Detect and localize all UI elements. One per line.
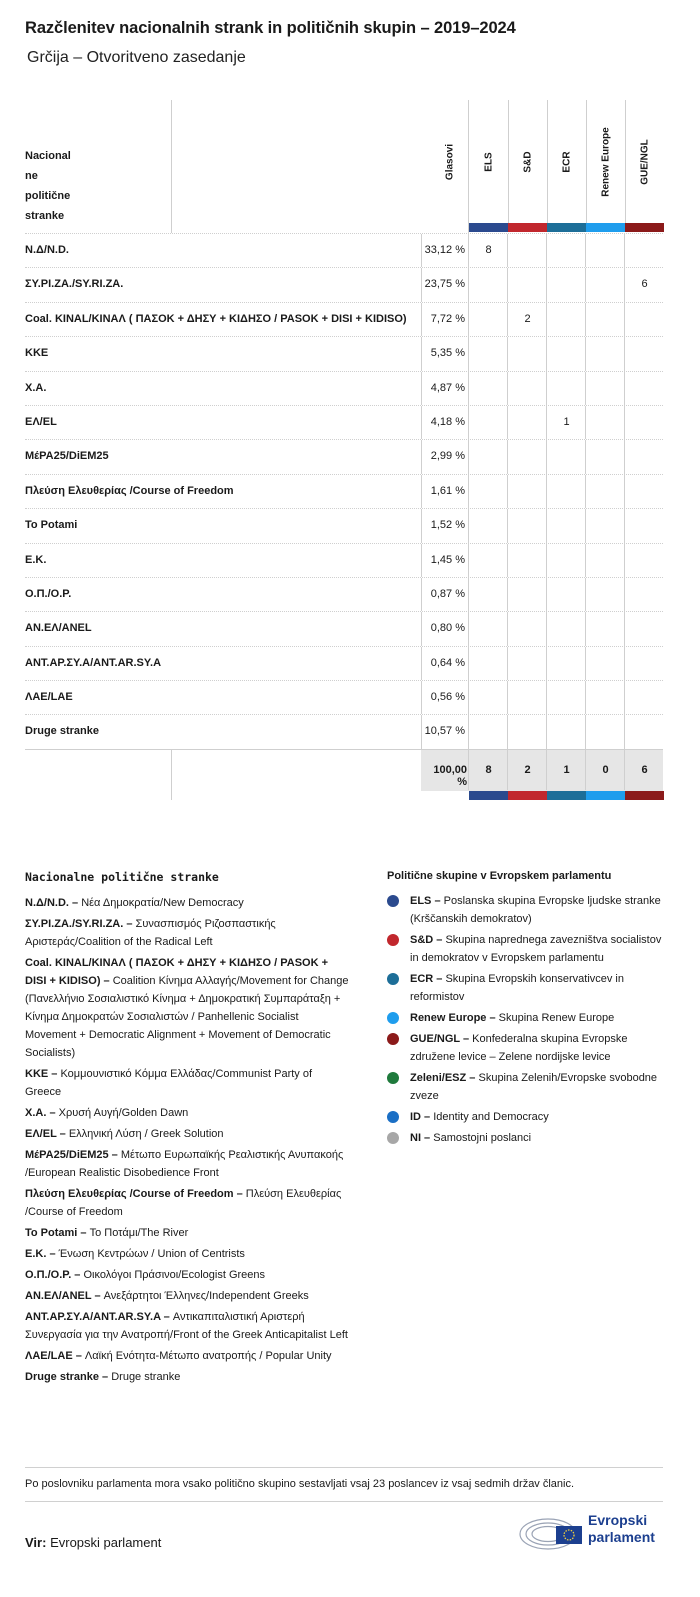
divider [421,647,422,680]
party-abbr: Χ.Α. – [25,1107,56,1119]
divider [421,406,422,439]
divider [507,578,508,611]
party-abbr: ΑΝΤ.ΑΡ.ΣΥ.Α/ANT.AR.SY.A – [25,1311,170,1323]
party-name: Druge stranke [25,725,99,738]
footnote: Po poslovniku parlamenta mora vsako politično skupino sestavljati vsaj 23 poslancev iz vsaj sedmih držav članic. [25,1467,663,1502]
party-description: Λαϊκή Ενότητα-Μέτωπο ανατροπής / Popular Unity [84,1350,332,1362]
divider [624,647,625,680]
party-abbr: ΕΛ/EL – [25,1128,66,1140]
source-value: Evropski parlament [50,1535,162,1550]
party-header-line: ne [25,170,38,182]
group-description: Poslanska skupina Evropske ljudske stranke (Krščanskih demokratov) [410,895,661,925]
divider [507,750,508,790]
group-description: Konfederalna skupina Evropske združene levice – Zelene nordijske levice [410,1033,628,1063]
party-legend-item [25,1104,350,1122]
table-row [25,714,663,748]
group-legend [387,870,667,1150]
seat-count: 8 [485,244,492,256]
divider [507,544,508,577]
divider [468,681,469,714]
divider [507,509,508,542]
divider [585,509,586,542]
divider [624,544,625,577]
table-row [25,233,663,267]
party-description: Ανεξάρτητοι Έλληνες/Independent Greeks [103,1290,309,1302]
party-legend-heading: Nacionalne politične stranke [25,870,219,884]
party-name: ΛΑΕ/LAE [25,691,73,704]
party-abbr: Ε.Κ. – [25,1248,56,1260]
group-color-bar [508,223,547,232]
party-description: Οικολόγοι Πράσινοι/Ecologist Greens [83,1269,266,1281]
divider [624,440,625,473]
divider [507,440,508,473]
table-row [25,302,663,336]
party-description: Μέτωπο Ευρωπαϊκής Ρεαλιστικής Ανυπακοής /European Realistic Disobedience Front [25,1149,344,1179]
divider [468,612,469,645]
divider [546,234,547,267]
party-description: Νέα Δημοκρατία/New Democracy [81,897,244,909]
party-legend-item [25,1125,350,1143]
divider [468,337,469,370]
votes-header-label: Glasovi [444,143,455,180]
party-name: Ν.Δ/N.D. [25,244,69,256]
divider [624,372,625,405]
group-legend-item [387,892,667,928]
party-legend-item [25,1245,350,1263]
divider [585,544,586,577]
page-subtitle: Grčija – Otvoritveno zasedanje [27,49,246,66]
divider [624,475,625,508]
divider [585,647,586,680]
group-legend-item [387,1129,667,1147]
table-row [25,543,663,577]
party-legend [25,870,350,1389]
divider [585,681,586,714]
group-header-label: ELS [483,151,494,172]
divider [421,440,422,473]
divider [421,475,422,508]
party-name: To Potami [25,519,78,532]
seat-count: 1 [563,415,570,428]
divider [468,715,469,748]
party-abbr: ΑΝ.ΕΛ/ANEL – [25,1290,101,1302]
party-description: Coalition Κίνημα Αλλαγής/Movement for Change (Πανελλήνιο Σοσιαλιστικό Κίνημα + Δημοκρατική Συμπαράταξη + Κίνημα Δημοκρατών Σοσιαλιστών / Panhellenic Socialist Movement + Democratic Alignment + Movement of Democratic Socialists) [25,975,349,1059]
party-description: Κομμουνιστικό Κόμμα Ελλάδας/Communist Party of Greece [25,1068,313,1098]
table-row [25,371,663,405]
group-description: Skupina Renew Europe [498,1012,615,1024]
divider [546,647,547,680]
divider [171,100,172,233]
seat-count: 2 [524,312,531,325]
divider [507,475,508,508]
group-color-dot-icon [387,1012,399,1024]
divider [585,234,586,267]
party-description: Χρυσή Αυγή/Golden Dawn [58,1107,189,1119]
group-legend-item [387,1009,667,1027]
logo-line: Evropski [588,1512,648,1528]
party-legend-item [25,954,350,1062]
divider [546,578,547,611]
divider [624,750,625,790]
party-legend-item [25,1368,350,1386]
group-abbr: S&D – [410,934,443,946]
divider [585,578,586,611]
party-name: ΕΛ/EL [25,415,57,428]
divider [624,234,625,267]
table-row [25,611,663,645]
divider [546,544,547,577]
group-color-bar [586,791,625,800]
group-column-header [625,100,664,223]
seat-count: 6 [641,278,648,291]
party-name: ΑΝ.ΕΛ/ANEL [25,622,92,635]
party-description: Πλεύση Ελευθερίας /Course of Freedom [25,1188,342,1218]
group-legend-item [387,931,667,967]
vote-share: 0,80 % [430,622,465,635]
votes-column-header [430,100,469,223]
party-header-line: Nacional [25,150,71,162]
party-legend-item [25,1185,350,1221]
divider [421,544,422,577]
group-color-bar [586,223,625,232]
party-legend-item [25,1347,350,1365]
party-name: Ε.Κ. [25,553,47,566]
table-row [25,439,663,473]
group-color-dot-icon [387,1132,399,1144]
vote-share: 0,87 % [430,587,465,600]
party-name: Χ.Α. [25,381,47,394]
vote-share: 2,99 % [430,450,465,463]
party-description: Ελληνική Λύση / Greek Solution [68,1128,224,1140]
group-description: Samostojni poslanci [433,1132,532,1144]
vote-share: 7,72 % [430,312,465,325]
group-column-header [508,100,547,223]
group-description: Skupina naprednega zavezništva socialistov in demokratov v Evropskem parlamentu [410,934,662,964]
group-abbr: GUE/NGL – [410,1033,470,1045]
party-legend-item [25,915,350,951]
group-column-header [469,100,508,223]
divider [468,440,469,473]
group-color-dot-icon [387,934,399,946]
group-abbr: ECR – [410,973,443,985]
group-abbr: ID – [410,1111,431,1123]
group-legend-list [387,892,667,1147]
group-color-bar [625,223,664,232]
divider [421,303,422,336]
divider [546,509,547,542]
divider [468,406,469,439]
divider [507,268,508,301]
totals-row [25,749,663,799]
divider [585,475,586,508]
party-abbr: To Potami – [25,1227,87,1239]
table-row [25,577,663,611]
divider [624,715,625,748]
party-legend-item [25,1308,350,1344]
divider [546,475,547,508]
divider [468,509,469,542]
party-name: ΣΥ.ΡΙ.ΖΑ./SY.RI.ZA. [25,278,124,291]
party-legend-item [25,1266,350,1284]
divider [546,750,547,790]
group-abbr: NI – [410,1132,431,1144]
group-color-dot-icon [387,973,399,985]
divider [546,303,547,336]
party-abbr: Ν.Δ/N.D. – [25,897,79,909]
total-seats: 2 [524,763,531,776]
vote-share: 33,12 % [424,244,465,256]
divider [507,234,508,267]
group-color-bar [508,791,547,800]
party-description: Το Ποτάμι/The River [89,1227,189,1239]
divider [546,372,547,405]
divider [507,647,508,680]
party-legend-item [25,1287,350,1305]
party-abbr: Ο.Π./O.P. – [25,1269,81,1281]
vote-share: 1,52 % [430,519,465,532]
table-row [25,474,663,508]
group-color-bar [469,223,508,232]
party-description: Ένωση Κεντρώων / Union of Centrists [58,1248,245,1260]
total-seats: 8 [485,763,492,776]
divider [546,715,547,748]
divider [585,268,586,301]
party-name: Ο.Π./O.P. [25,587,72,600]
divider [468,578,469,611]
table-body [25,233,663,749]
divider [421,234,422,267]
vote-share: 4,87 % [430,381,465,394]
divider [624,406,625,439]
party-header-line: politične [25,190,71,202]
parliament-emblem-icon [518,1512,584,1552]
divider [585,406,586,439]
vote-share: 4,18 % [430,415,465,428]
party-legend-item [25,1224,350,1242]
table-row [25,646,663,680]
party-legend-item [25,1146,350,1182]
divider [468,750,469,790]
divider [624,681,625,714]
divider [421,715,422,748]
logo-text [588,1512,655,1546]
divider [421,578,422,611]
divider [421,681,422,714]
divider [585,303,586,336]
group-legend-item [387,1069,667,1105]
total-seats: 0 [602,763,609,776]
group-description: Skupina Zelenih/Evropske svobodne zveze [410,1072,658,1102]
party-abbr: Coal. KINAL/ΚΙΝΑΛ ( ΠΑΣΟΚ + ΔΗΣΥ + ΚΙΔΗΣΟ / PASOK + DISI + KIDISO) – [25,957,329,987]
divider [468,475,469,508]
group-color-bar [547,791,586,800]
divider [507,715,508,748]
group-column-header [586,100,625,223]
party-abbr: ΜέΡΑ25/DiEM25 – [25,1149,118,1161]
divider [468,372,469,405]
group-header-label: ECR [561,150,572,173]
table-row [25,508,663,542]
total-seats: 6 [641,763,648,776]
total-percent: 100,00 % [433,763,467,788]
party-abbr: ΛΑΕ/LAE – [25,1350,82,1362]
source-line [25,1535,161,1550]
party-description: Αντικαπιταλιστική Αριστερή Συνεργασία για την Ανατροπή/Front of the Greek Anticapitalist Left [25,1311,348,1341]
divider [546,681,547,714]
divider [468,303,469,336]
group-description: Identity and Democracy [433,1111,549,1123]
divider [585,750,586,790]
vote-share: 23,75 % [424,278,465,291]
vote-share: 1,45 % [430,553,465,566]
divider [421,337,422,370]
group-legend-heading: Politične skupine v Evropskem parlamentu [387,870,612,882]
group-color-dot-icon [387,1033,399,1045]
party-legend-item [25,1065,350,1101]
group-legend-item [387,1108,667,1126]
breakdown-table [25,100,663,799]
vote-share: 0,56 % [430,691,465,704]
divider [585,440,586,473]
divider [624,303,625,336]
group-header-label: Renew Europe [600,126,611,197]
divider [546,440,547,473]
divider [421,509,422,542]
party-name: ΜέΡΑ25/DiEM25 [25,450,109,463]
total-seats: 1 [563,763,570,776]
source-label: Vir: [25,1535,47,1550]
divider [421,372,422,405]
party-name: Coal. KINAL/ΚΙΝΑΛ ( ΠΑΣΟΚ + ΔΗΣΥ + ΚΙΔΗΣΟ / PASOK + DISI + KIDISO) [25,312,407,325]
party-description: Druge stranke [111,1371,181,1383]
group-legend-item [387,1030,667,1066]
party-legend-item [25,894,350,912]
divider [421,612,422,645]
group-column-header [547,100,586,223]
divider [585,337,586,370]
divider [546,337,547,370]
group-color-bar [469,791,508,800]
divider [507,612,508,645]
party-abbr: KKE – [25,1068,58,1080]
table-row [25,405,663,439]
table-row [25,336,663,370]
group-abbr: Renew Europe – [410,1012,496,1024]
group-color-bar [625,791,664,800]
divider [624,578,625,611]
group-color-dot-icon [387,895,399,907]
party-name: Πλεύση Ελευθερίας /Course of Freedom [25,484,234,497]
european-parliament-logo[interactable] [518,1512,668,1552]
party-description: Συνασπισμός Ριζοσπαστικής Αριστεράς/Coalition of the Radical Left [25,918,276,948]
vote-share: 1,61 % [430,484,465,497]
party-abbr: Πλεύση Ελευθερίας /Course of Freedom – [25,1188,243,1200]
vote-share: 10,57 % [424,725,465,738]
group-color-dot-icon [387,1111,399,1123]
group-header-label: S&D [522,150,533,173]
divider [624,612,625,645]
group-abbr: ELS – [410,895,441,907]
divider [507,372,508,405]
divider [468,544,469,577]
divider [585,372,586,405]
vote-share: 0,64 % [430,656,465,669]
group-header-label: GUE/NGL [639,138,650,185]
divider [468,647,469,680]
divider [507,681,508,714]
party-abbr: Druge stranke – [25,1371,109,1383]
divider [624,337,625,370]
party-column-header [25,146,105,226]
party-legend-list [25,894,350,1386]
table-header [25,100,663,233]
party-name: KKE [25,347,49,360]
party-header-line: stranke [25,210,65,222]
party-abbr: ΣΥ.ΡΙ.ΖΑ./SY.RI.ZA. – [25,918,133,930]
page-title: Razčlenitev nacionalnih strank in političnih skupin – 2019–2024 [25,19,516,37]
divider [546,268,547,301]
table-row [25,680,663,714]
divider [468,268,469,301]
divider [546,612,547,645]
divider [585,612,586,645]
group-color-dot-icon [387,1072,399,1084]
divider [171,750,172,800]
party-name: ΑΝΤ.ΑΡ.ΣΥ.Α/ANT.AR.SY.A [25,656,162,669]
group-abbr: Zeleni/ESZ – [410,1072,476,1084]
table-row [25,267,663,301]
divider [507,406,508,439]
group-legend-item [387,970,667,1006]
group-description: Skupina Evropskih konservativcev in reformistov [410,973,624,1003]
logo-line: parlament [588,1529,655,1545]
divider [585,715,586,748]
divider [507,337,508,370]
vote-share: 5,35 % [430,347,465,360]
divider [421,268,422,301]
group-color-bar [547,223,586,232]
divider [624,509,625,542]
